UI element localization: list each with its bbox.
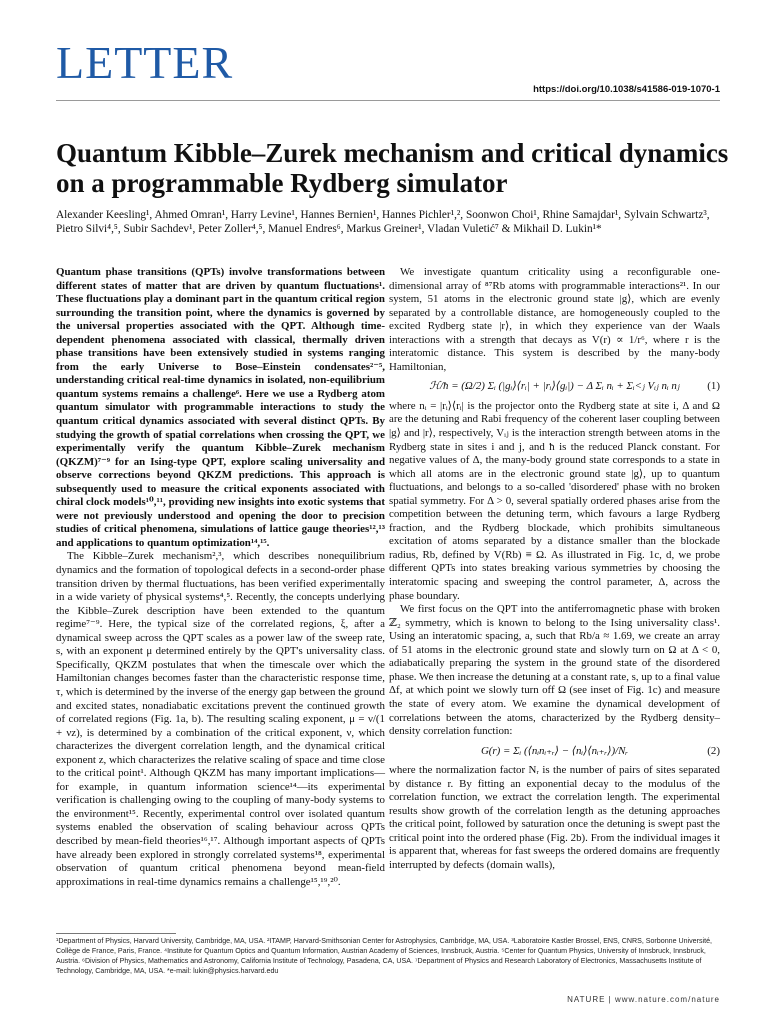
right-column	[389, 266, 720, 873]
equation-2-number: (2)	[707, 744, 720, 757]
equation-1-number: (1)	[707, 380, 720, 393]
header-divider	[56, 100, 720, 101]
hamiltonian-equation: ℋ/ħ = (Ω/2) Σᵢ (|gᵢ⟩⟨rᵢ| + |rᵢ⟩⟨gᵢ|) − Δ Σᵢ nᵢ + Σᵢ<ⱼ Vᵢⱼ nᵢ nⱼ	[429, 380, 680, 393]
author-list: Alexander Keesling¹, Ahmed Omran¹, Harry Levine¹, Hannes Bernien¹, Hannes Pichler¹,², Soonwon Choi¹, Rhine Samajdar¹, Sylvain Schwartz³, Pietro Silvi⁴,⁵, Subir Sachdev¹, Peter Zoller⁴,⁵, Manuel Endres⁶, Markus Greiner¹, Vladan Vuletić⁷ & Mikhail D. Lukin¹*	[56, 209, 710, 235]
intro-paragraph: The Kibble–Zurek mechanism²,³, which describes nonequilibrium dynamics and the formation of topological defects in a second-order phase transition driven by thermal fluctuations, has been verified experimentally in a wide variety of physical systems⁴,⁵. Recently, the concepts underlying the Kibble–Zurek description have been extended to the quantum regime⁷⁻⁹. Here, the typical size of the correlated regions, ξ, after a dynamical sweep across the QPT scales as a power law of the sweep rate, s, with an exponent μ determined entirely by the QPT's universality class. Specifically, QKZM postulates that when the timescale over which the Hamiltonian changes becomes faster than the characteristic response time, τ, which is determined by the inverse of the energy gap between the ground and excited states, nonadiabatic excitations prevent the continued growth of correlated regions (Fig. 1a, b). The resulting scaling exponent, μ = ν/(1 + νz), is determined by a combination of the critical exponent, ν, which characterizes the divergent correlation length, and the dynamical critical exponent z, which characterizes the relative scaling of space and time close to the critical point¹. Although QKZM has many important implications—for example, in quantum information science¹⁴—its experimental verification is challenging owing to the coupling of many-body systems to the environment¹⁵. Recently, experimental control over isolated quantum systems enabled the observation of scaling behaviour across QPTs described by mean-field theories¹⁶,¹⁷. Although important aspects of QPTs have already been explored in strongly correlated systems¹⁸, experimental observation of quantum critical phenomena beyond mean-field approximations in real-time dynamics remains a challenge¹⁵,¹⁹,²⁰.	[56, 550, 385, 888]
abstract: Quantum phase transitions (QPTs) involve transformations between different states of matter that are driven by quantum fluctuations¹. These fluctuations play a dominant part in the quantum critical region surrounding the transition point, where the dynamics is governed by the universal properties associated with the QPT. Although time-dependent phenomena associated with classical, thermally driven phase transitions have been extensively studied in systems ranging from the early Universe to Bose–Einstein condensates²⁻⁵, understanding critical real-time dynamics in isolated, non-equilibrium quantum systems remains a challenge⁶. Here we use a Rydberg atom quantum simulator with programmable interactions to study the quantum critical dynamics associated with several distinct QPTs. By studying the growth of spatial correlations when crossing the QPT, we experimentally verify the quantum Kibble–Zurek mechanism (QKZM)⁷⁻⁹ for an Ising-type QPT, explore scaling universality and observe corrections beyond QKZM predictions. This approach is subsequently used to measure the critical exponents associated with chiral clock models¹⁰,¹¹, providing new insights into exotic systems that were not previously understood and opening the door to precision studies of critical phenomena, simulations of lattice gauge theories¹²,¹³ and applications to quantum optimization¹⁴,¹⁵.	[56, 266, 385, 549]
paragraph-correlation: where the normalization factor Nᵣ is the number of pairs of sites separated by distance r. By fitting an exponential decay to the modulus of the correlation function, we extract the correlation length. The experimental results show growth of the correlation length as the detuning approaches the critical point, followed by saturation once the detuning is swept past the critical point into the ordered phase (Fig. 2b). From the individual images it is apparent that, whereas for fast sweeps the ordered domains are frequently interrupted by defects (domain walls),	[389, 764, 720, 871]
doi-link[interactable]: https://doi.org/10.1038/s41586-019-1070-1	[533, 84, 720, 95]
paragraph-z2: We first focus on the QPT into the antiferromagnetic phase with broken ℤ₂ symmetry, which is known to belong to the Ising universality class¹. Using an interatomic spacing, a, such that Rb/a ≈ 1.69, we create an array of 51 atoms in the electronic ground state and slowly turn on Ω at Δ < 0, adiabatically preparing the system in the ground state of the disordered phase. We then increase the detuning at a constant rate, s, up to a final value Δf, at which point we slowly turn off Ω (see inset of Fig. 1c) and measure the state of every atom. We examine the dynamical development of correlations between the atoms, characterized by the Rydberg density–density correlation function:	[389, 603, 720, 738]
footnote-divider	[56, 933, 176, 934]
correlation-equation: G(r) = Σᵢ (⟨nᵢnᵢ₊ᵣ⟩ − ⟨nᵢ⟩⟨nᵢ₊ᵣ⟩)/Nᵣ	[480, 744, 629, 757]
equation-1	[389, 380, 720, 394]
article-title: Quantum Kibble–Zurek mechanism and critical dynamics on a programmable Rydberg simulator	[56, 138, 729, 198]
journal-masthead: LETTER	[56, 37, 234, 88]
paragraph-setup: We investigate quantum criticality using a reconfigurable one-dimensional array of ⁸⁷Rb atoms with programmable interactions²¹. In our system, 51 atoms in the electronic ground state |g⟩, which are evenly separated by a controllable distance, are homogeneously coupled to the excited Rydberg state |r⟩, in which they experience van der Waals interactions with a strength that decays as V(r) ∝ 1/r⁶, where r is the interatomic distance. This system is described by the many-body Hamiltonian,	[389, 266, 720, 373]
paragraph-hamiltonian: where nᵢ = |rᵢ⟩⟨rᵢ| is the projector onto the Rydberg state at site i, Δ and Ω are the detuning and Rabi frequency of the coherent laser coupling between |g⟩ and |r⟩, respectively, Vᵢⱼ is the interaction strength between atoms in the Rydberg state in sites i and j, and ħ is the reduced Planck constant. For negative values of Δ, the many-body ground state corresponds to a state in which all atoms are in the electronic ground state |g⟩, up to quantum fluctuations, and belongs to a so-called 'disordered' phase with no broken spatial symmetry. For Δ > 0, several spatially ordered phases arise from the competition between the detuning term, which favours a large Rydberg fraction, and the Rydberg blockade, which prohibits simultaneous excitation of atoms separated by a distance smaller than the blockade radius, Rb, defined by V(Rb) ≡ Ω. As illustrated in Fig. 1c, d, we probe different QPTs into states breaking various symmetries by choosing the interatomic spacing and sweeping the control parameter, Δ, across the phase boundary.	[389, 399, 720, 602]
equation-2	[389, 745, 720, 759]
affiliations-footnote: ¹Department of Physics, Harvard University, Cambridge, MA, USA. ²ITAMP, Harvard-Smithsonian Center for Astrophysics, Cambridge, MA, USA. ³Laboratoire Kastler Brossel, ENS, CNRS, Sorbonne Université, Collège de France, Paris, France. ⁴Institute for Quantum Optics and Quantum Information, Austrian Academy of Sciences, Innsbruck, Austria. ⁵Center for Quantum Physics, University of Innsbruck, Innsbruck, Austria. ⁶Division of Physics, Mathematics and Astronomy, California Institute of Technology, Pasadena, CA, USA. ⁷Department of Physics and Research Laboratory of Electronics, Massachusetts Institute of Technology, Cambridge, MA, USA. *e-mail: lukin@physics.harvard.edu	[56, 937, 713, 975]
left-column	[56, 266, 385, 889]
page-footer: NATURE | www.nature.com/nature	[567, 995, 720, 1004]
